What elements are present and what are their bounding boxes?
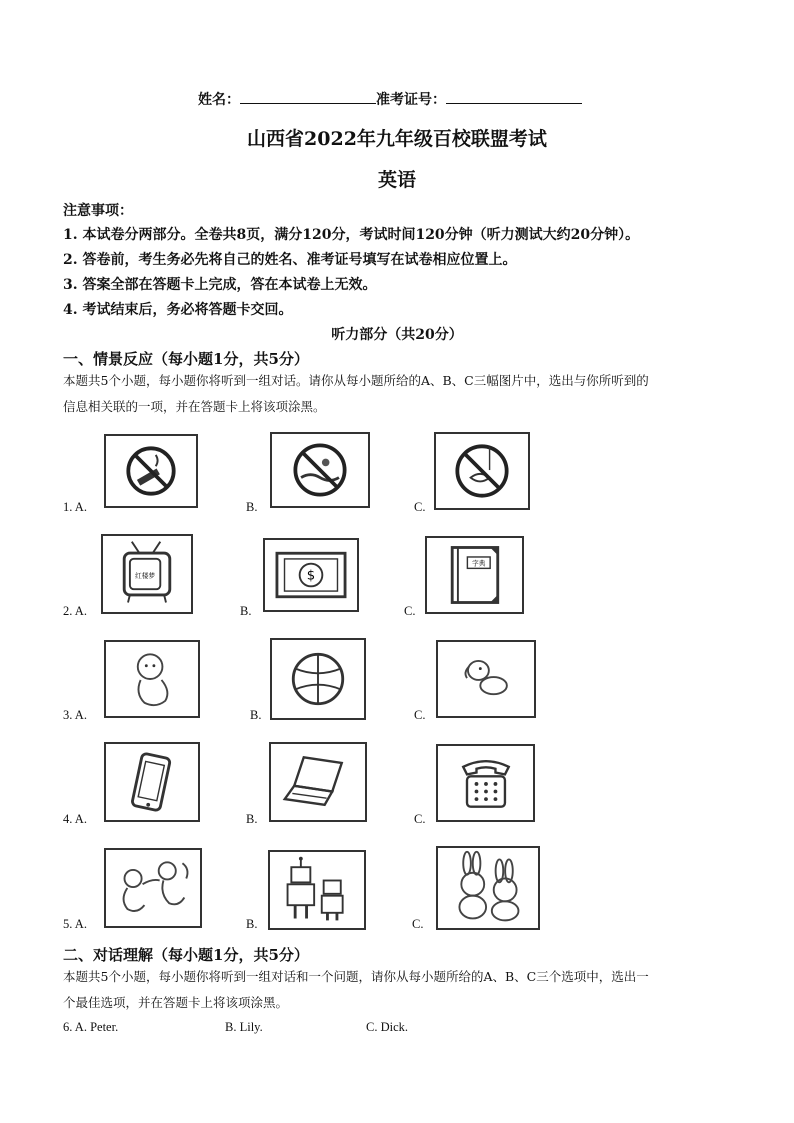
- baby-icon[interactable]: [104, 640, 200, 718]
- notice-title: 注意事项：: [63, 203, 133, 219]
- q6-option-a[interactable]: 6. A. Peter.: [63, 1020, 119, 1034]
- svg-text:$: $: [306, 568, 316, 584]
- part2-title: 二、对话理解（每小题1分，共5分）: [63, 946, 309, 964]
- part1-title: 一、情景反应（每小题1分，共5分）: [63, 350, 309, 368]
- id-field[interactable]: [446, 89, 582, 104]
- puppy-icon[interactable]: [436, 640, 536, 718]
- tv-text: 红楼梦: [135, 571, 156, 580]
- smartphone-icon[interactable]: [104, 742, 200, 822]
- option-label: 3. A.: [63, 708, 87, 722]
- option-label: C.: [414, 708, 426, 722]
- option-label: C.: [414, 500, 426, 514]
- part2-desc: 本题共5个小题，每小题你将听到一组对话和一个问题，请你从每小题所给的A、B、C三个选项中，选出一: [63, 969, 649, 984]
- notice-item: 4. 考试结束后，务必将答题卡交回。: [63, 302, 293, 318]
- no-smoking-icon[interactable]: [104, 434, 198, 508]
- name-field[interactable]: [240, 89, 376, 104]
- dictionary-icon[interactable]: [425, 536, 524, 614]
- robots-icon[interactable]: [268, 850, 366, 930]
- money-icon[interactable]: [263, 538, 359, 612]
- q6-option-c[interactable]: C. Dick.: [366, 1020, 409, 1034]
- part2-desc: 个最佳选项，并在答题卡上将该项涂黑。: [63, 995, 289, 1010]
- option-label: C.: [414, 812, 426, 826]
- tv-icon[interactable]: [101, 534, 193, 614]
- candidate-info-row: [198, 89, 582, 109]
- option-label: 5. A.: [63, 917, 87, 931]
- part1-desc: 信息相关联的一项，并在答题卡上将该项涂黑。: [63, 399, 326, 414]
- notice-item: 1. 本试卷分两部分。全卷共8页，满分120分，考试时间120分钟（听力测试大约20分钟）。: [63, 227, 640, 243]
- part1-desc: 本题共5个小题，每小题你将听到一组对话。请你从每小题所给的A、B、C三幅图片中，选出与你所听到的: [63, 373, 649, 388]
- name-label: 姓名：: [198, 92, 240, 108]
- option-label: B.: [246, 917, 258, 931]
- listening-title: 听力部分（共20分）: [331, 327, 463, 343]
- option-label: 4. A.: [63, 812, 87, 826]
- option-label: B.: [246, 812, 258, 826]
- notice-item: 3. 答案全部在答题卡上完成，答在本试卷上无效。: [63, 277, 377, 293]
- option-label: C.: [404, 604, 416, 618]
- laptop-icon[interactable]: [269, 742, 367, 822]
- option-label: 1. A.: [63, 500, 87, 514]
- rabbits-icon[interactable]: [436, 846, 540, 930]
- option-label: B.: [250, 708, 262, 722]
- no-swimming-icon[interactable]: [270, 432, 370, 508]
- q6-option-b[interactable]: B. Lily.: [225, 1020, 263, 1034]
- option-label: C.: [412, 917, 424, 931]
- monkeys-icon[interactable]: [104, 848, 202, 928]
- subject-title: 英语: [377, 169, 416, 191]
- option-label: B.: [246, 500, 258, 514]
- option-label: 2. A.: [63, 604, 87, 618]
- exam-title: 山西省2022年九年级百校联盟考试: [247, 128, 547, 150]
- telephone-icon[interactable]: [436, 744, 535, 822]
- id-label: 准考证号：: [376, 92, 446, 108]
- basketball-icon[interactable]: [270, 638, 366, 720]
- book-text: 字典: [472, 559, 486, 568]
- no-fishing-icon[interactable]: [434, 432, 530, 510]
- notice-item: 2. 答卷前，考生务必先将自己的姓名、准考证号填写在试卷相应位置上。: [63, 252, 517, 268]
- option-label: B.: [240, 604, 252, 618]
